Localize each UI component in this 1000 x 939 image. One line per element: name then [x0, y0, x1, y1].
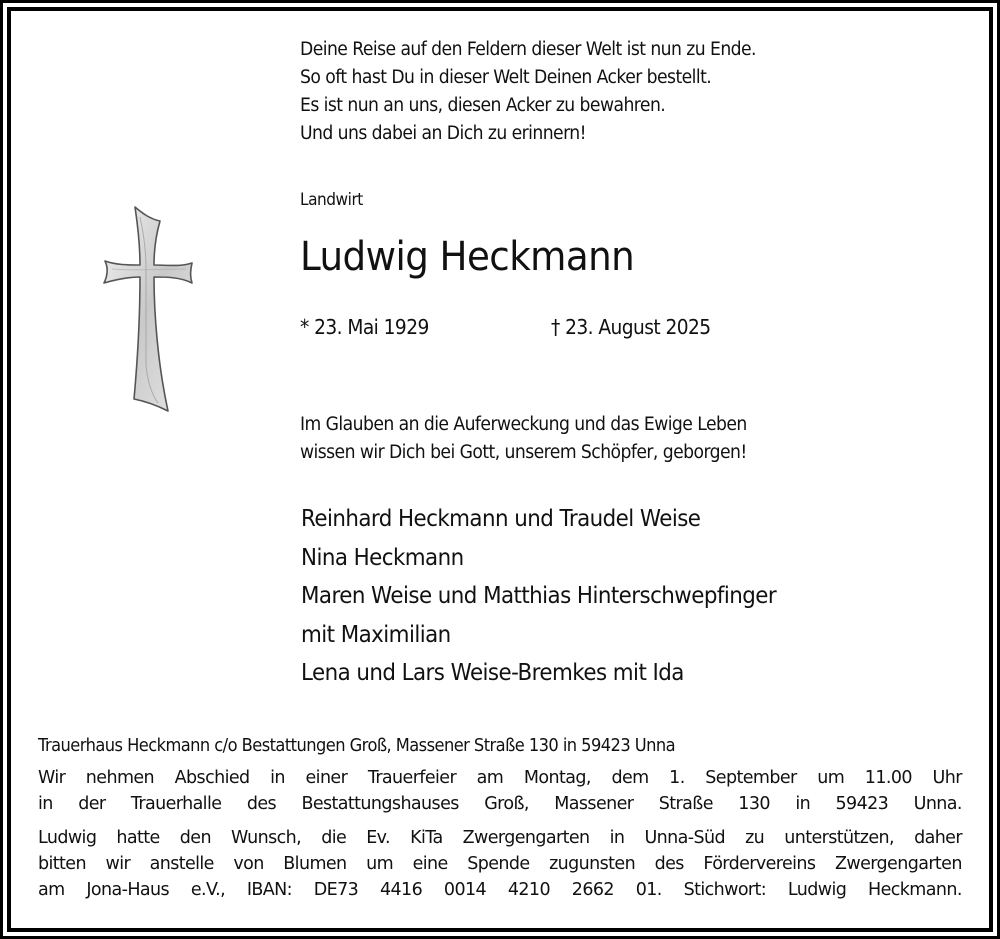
poem-line: Deine Reise auf den Feldern dieser Welt ist nun zu Ende. — [300, 39, 756, 60]
word: anstelle — [149, 854, 214, 874]
occupation: Landwirt — [300, 190, 363, 209]
word: Abschied — [174, 768, 250, 788]
word: Montag, — [523, 768, 591, 788]
word: 59423 — [835, 794, 889, 814]
word: der — [78, 794, 106, 814]
mourner-line: Maren Weise und Matthias Hinterschwepfinger — [301, 583, 777, 609]
word: Unna-Süd — [644, 828, 725, 848]
mourner-line: Nina Heckmann — [301, 544, 464, 571]
cross-icon — [100, 205, 200, 415]
word: Unna. — [913, 794, 962, 814]
word: KiTa — [410, 828, 443, 848]
word: am — [38, 880, 65, 900]
death-date: † 23. August 2025 — [551, 315, 711, 339]
mourners-list — [301, 500, 776, 693]
word: in — [38, 794, 53, 814]
poem-line: Und uns dabei an Dich zu erinnern! — [300, 123, 586, 144]
word: am — [476, 768, 504, 788]
mourner-line: Lena und Lars Weise-Bremkes mit Ida — [301, 660, 684, 686]
word: einer — [305, 768, 348, 788]
word: Blumen — [283, 854, 347, 874]
word: Jona-Haus — [86, 880, 170, 900]
word: dem — [611, 768, 649, 788]
word: 4210 — [507, 880, 550, 900]
word: 0014 — [443, 880, 487, 900]
word: unterstützen, — [784, 828, 894, 848]
word: Massener — [554, 794, 634, 814]
donation-info — [38, 828, 962, 906]
word: 11.00 — [864, 768, 912, 788]
word: e.V., — [190, 880, 226, 900]
word: Straße — [658, 794, 713, 814]
word: die — [321, 828, 347, 848]
word: Wir — [38, 768, 66, 788]
word: nehmen — [85, 768, 155, 788]
word: Ludwig — [787, 880, 847, 900]
word: zu — [745, 828, 765, 848]
word: bitten — [38, 854, 86, 874]
word: des — [246, 794, 277, 814]
word: 2662 — [571, 880, 614, 900]
word: Ev. — [366, 828, 391, 848]
word: Trauerfeier — [367, 768, 457, 788]
word: Stichwort: — [683, 880, 767, 900]
word: Ludwig — [38, 828, 97, 848]
word: 4416 — [379, 880, 423, 900]
word: um — [817, 768, 845, 788]
word: hatte — [116, 828, 160, 848]
word: um — [366, 854, 394, 874]
poem — [300, 36, 756, 148]
word: DE73 — [313, 880, 359, 900]
word: Uhr — [932, 768, 962, 788]
word: den — [179, 828, 211, 848]
word: daher — [914, 828, 962, 848]
word: in — [609, 828, 625, 848]
word: Trauerhalle — [130, 794, 222, 814]
deceased-name: Ludwig Heckmann — [300, 234, 635, 280]
donation-line — [38, 880, 962, 906]
ceremony-line — [38, 794, 962, 820]
faith-line: Im Glauben an die Auferweckung und das Ewige Leben — [300, 414, 747, 435]
word: Spende — [467, 854, 530, 874]
word: Bestattungshauses — [301, 794, 459, 814]
word: von — [233, 854, 264, 874]
ceremony-line — [38, 768, 962, 794]
mourner-line: mit Maximilian — [301, 621, 451, 648]
word: 01. — [635, 880, 662, 900]
notice-footer — [38, 734, 962, 906]
word: Wunsch, — [231, 828, 302, 848]
word: zugunsten — [549, 854, 636, 874]
birth-date: * 23. Mai 1929 — [300, 315, 429, 339]
faith-line: wissen wir Dich bei Gott, unserem Schöpfer, geborgen! — [300, 442, 747, 463]
word: Heckmann. — [868, 880, 962, 900]
word: in — [270, 768, 285, 788]
word: eine — [412, 854, 448, 874]
word: Fördervereins — [703, 854, 816, 874]
donation-line — [38, 854, 962, 880]
word: September — [705, 768, 797, 788]
word: Zwergengarten — [834, 854, 962, 874]
poem-line: Es ist nun an uns, diesen Acker zu bewahren. — [300, 95, 666, 116]
word: 1. — [669, 768, 685, 788]
word: IBAN: — [246, 880, 292, 900]
word: des — [654, 854, 684, 874]
ceremony-info — [38, 768, 962, 820]
donation-line — [38, 828, 962, 854]
mourner-line: Reinhard Heckmann und Traudel Weise — [301, 506, 701, 532]
word: Groß, — [484, 794, 529, 814]
word: Zwergengarten — [462, 828, 590, 848]
faith-text — [300, 411, 747, 467]
word: in — [795, 794, 811, 814]
word: 130 — [738, 794, 770, 814]
word: wir — [105, 854, 131, 874]
poem-line: So oft hast Du in dieser Welt Deinen Acker bestellt. — [300, 67, 712, 88]
mourning-house-address: Trauerhaus Heckmann c/o Bestattungen Groß, Massener Straße 130 in 59423 Unna — [38, 736, 676, 756]
